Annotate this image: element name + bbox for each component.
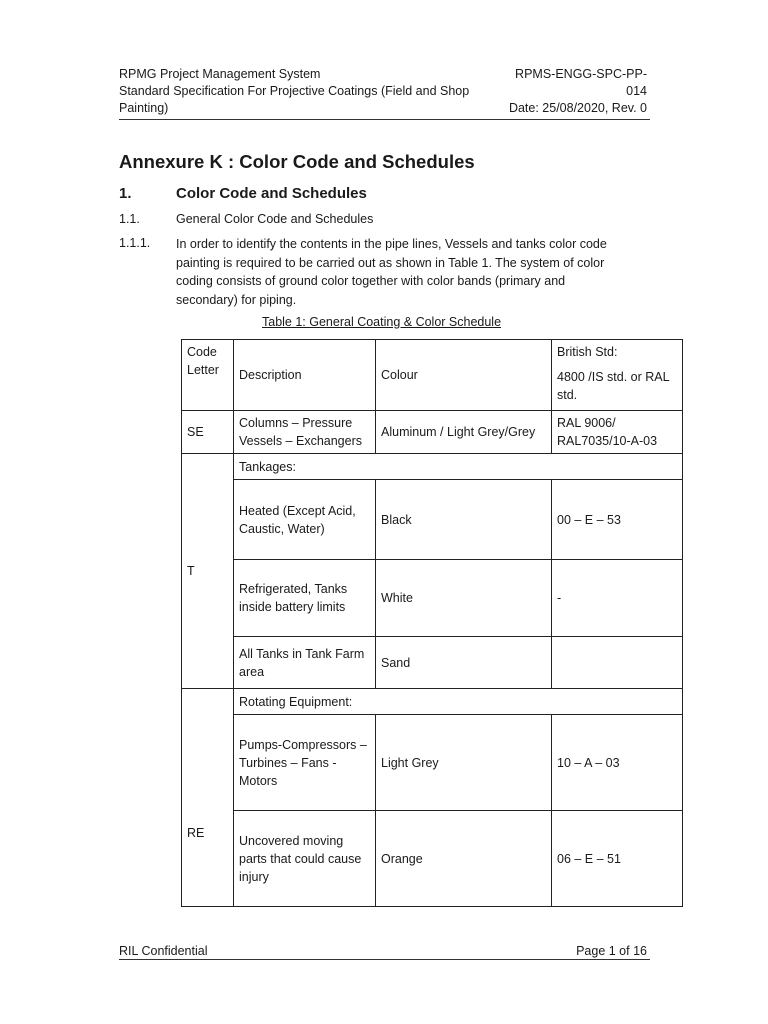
section-1-title: Color Code and Schedules bbox=[176, 185, 367, 202]
header-british-std-label: British Std: bbox=[557, 345, 618, 359]
description-line: Columns – Pressure bbox=[239, 416, 353, 430]
header-date-revision: Date: 25/08/2020, Rev. 0 bbox=[508, 101, 647, 115]
table-group-row-rotating-equipment bbox=[182, 689, 683, 715]
header-british-std bbox=[552, 340, 683, 411]
paragraph-line: secondary) for piping. bbox=[176, 292, 297, 307]
description-line: Turbines – Fans - bbox=[239, 755, 337, 770]
group-label-cell: Tankages: bbox=[234, 454, 683, 480]
description-line: Heated (Except Acid, bbox=[239, 503, 356, 518]
paragraph-line: coding consists of ground color together with color bands (primary and bbox=[176, 274, 566, 288]
description-cell bbox=[234, 560, 376, 637]
header-doc-number: RPMS-ENGG-SPC-PP-014 bbox=[515, 67, 647, 98]
table-row bbox=[182, 811, 683, 907]
colour-cell: Orange bbox=[376, 811, 552, 907]
description-line: area bbox=[239, 664, 265, 679]
footer-confidential: RIL Confidential bbox=[119, 944, 208, 958]
description-line: injury bbox=[239, 869, 269, 884]
description-line: parts that could cause bbox=[239, 851, 362, 866]
description-line: All Tanks in Tank Farm bbox=[239, 646, 365, 661]
std-line: RAL7035/10-A-03 bbox=[557, 434, 658, 448]
description-line: Caustic, Water) bbox=[239, 521, 325, 536]
std-line: RAL 9006/ bbox=[557, 416, 616, 430]
description-cell bbox=[234, 411, 376, 454]
std-cell: 00 – E – 53 bbox=[552, 480, 683, 560]
paragraph-line: painting is required to be carried out as shown in Table 1. The system of color bbox=[176, 255, 605, 270]
header-spec-title-line2: Painting) bbox=[119, 101, 169, 115]
std-cell: 06 – E – 51 bbox=[552, 811, 683, 907]
std-cell bbox=[552, 637, 683, 689]
header-british-std-detail: 4800 /IS std. or RAL bbox=[557, 370, 670, 384]
annexure-title: Annexure K : Color Code and Schedules bbox=[119, 151, 475, 172]
table-header-row bbox=[182, 340, 683, 411]
footer-divider bbox=[119, 959, 650, 960]
table-row bbox=[182, 715, 683, 811]
table-row-se bbox=[182, 411, 683, 454]
description-cell bbox=[234, 811, 376, 907]
description-line: Pumps-Compressors – bbox=[239, 737, 367, 752]
section-1-1-1-number: 1.1.1. bbox=[119, 236, 151, 250]
table-caption: Table 1: General Coating & Color Schedule bbox=[262, 315, 502, 329]
footer-page-number: Page 1 of 16 bbox=[576, 944, 647, 958]
group-label-cell: Rotating Equipment: bbox=[234, 689, 683, 715]
table-group-row-tankages bbox=[182, 454, 683, 480]
header-system-name: RPMG Project Management System bbox=[119, 67, 321, 81]
code-letter-cell: RE bbox=[182, 689, 234, 907]
description-line: inside battery limits bbox=[239, 600, 346, 614]
header-british-std-detail: std. bbox=[557, 388, 578, 402]
header-code-line: Code bbox=[187, 345, 217, 359]
section-1-1-1-paragraph bbox=[176, 235, 656, 309]
document-header-right bbox=[497, 66, 647, 117]
colour-cell: Sand bbox=[376, 637, 552, 689]
description-line: Motors bbox=[239, 773, 278, 788]
header-spec-title-line1: Standard Specification For Projective Coatings (Field and Shop bbox=[119, 84, 470, 98]
description-line: Refrigerated, Tanks bbox=[239, 582, 348, 596]
color-schedule-table bbox=[181, 339, 683, 907]
colour-cell: Light Grey bbox=[376, 715, 552, 811]
section-1-number: 1. bbox=[119, 185, 132, 202]
colour-cell: Aluminum / Light Grey/Grey bbox=[376, 411, 552, 454]
section-1-1-number: 1.1. bbox=[119, 212, 140, 226]
code-letter-cell: SE bbox=[182, 411, 234, 454]
description-line: Vessels – Exchangers bbox=[239, 434, 362, 448]
description-line: Uncovered moving bbox=[239, 833, 344, 848]
std-cell: 10 – A – 03 bbox=[552, 715, 683, 811]
std-cell bbox=[552, 411, 683, 454]
description-cell bbox=[234, 480, 376, 560]
paragraph-line: In order to identify the contents in the pipe lines, Vessels and tanks color code bbox=[176, 237, 607, 251]
std-cell: - bbox=[552, 560, 683, 637]
colour-cell: White bbox=[376, 560, 552, 637]
section-1-1-title: General Color Code and Schedules bbox=[176, 212, 374, 226]
description-cell bbox=[234, 637, 376, 689]
table-row bbox=[182, 480, 683, 560]
description-cell bbox=[234, 715, 376, 811]
table-row bbox=[182, 560, 683, 637]
header-code-line: Letter bbox=[187, 363, 219, 377]
table-row bbox=[182, 637, 683, 689]
header-description: Description bbox=[234, 340, 376, 411]
header-code-letter bbox=[182, 340, 234, 411]
header-colour: Colour bbox=[376, 340, 552, 411]
code-letter-cell: T bbox=[182, 454, 234, 689]
colour-cell: Black bbox=[376, 480, 552, 560]
header-divider bbox=[119, 119, 650, 120]
document-header-left bbox=[119, 66, 489, 117]
